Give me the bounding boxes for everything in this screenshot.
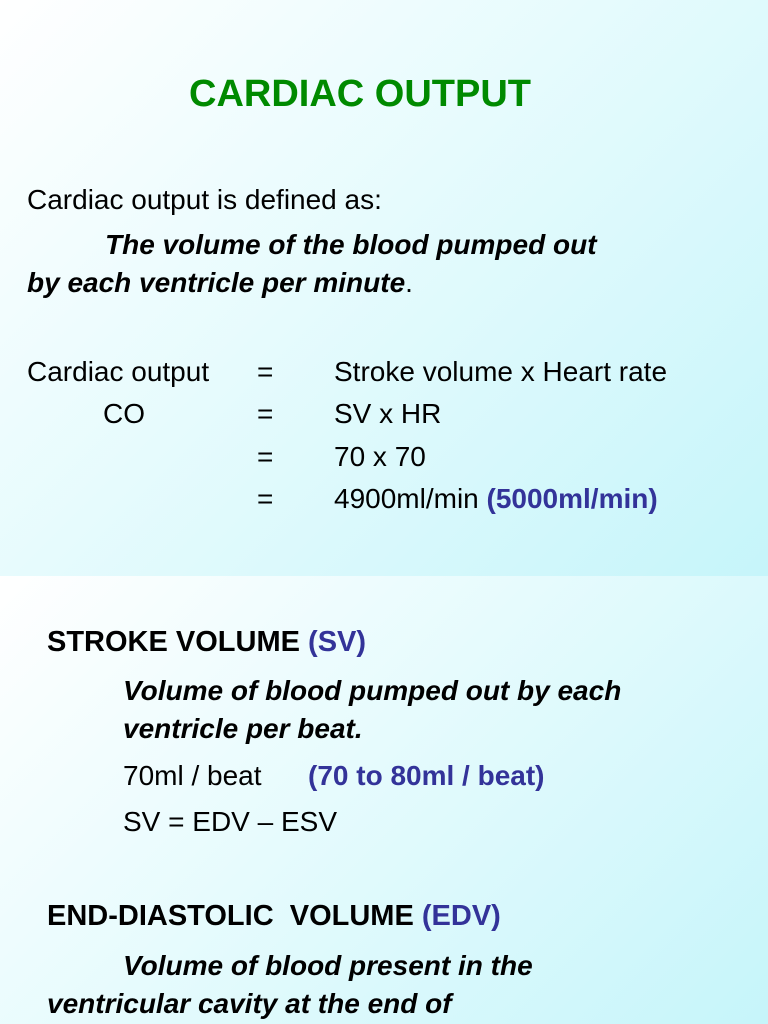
equation-result: 4900ml/min [334, 483, 479, 514]
equation-right-2: SV x HR [334, 398, 442, 429]
equation-equals-2: = [257, 398, 274, 429]
edv-def-line-1: Volume of blood present in the [123, 950, 533, 981]
equation-right-3: 70 x 70 [334, 441, 426, 472]
equation-equals-1: = [257, 356, 274, 387]
edv-heading-text: END-DIASTOLIC VOLUME [47, 900, 414, 932]
stroke-volume-heading [47, 628, 366, 657]
equation-right-4 [334, 485, 658, 513]
definition-line-1: The volume of the blood pumped out [105, 229, 597, 260]
definition-period: . [405, 267, 413, 298]
equation-left-2: CO [103, 398, 145, 429]
equation-left-1: Cardiac output [27, 356, 210, 387]
equation-equals-3: = [257, 441, 274, 472]
edv-heading [47, 902, 501, 931]
stroke-volume-range: (70 to 80ml / beat) [308, 760, 545, 791]
definition-line-2 [27, 269, 413, 297]
stroke-volume-abbr: (SV) [308, 626, 367, 658]
slide-title: CARDIAC OUTPUT [189, 73, 531, 115]
stroke-volume-value: 70ml / beat [123, 760, 262, 791]
equation-right-1: Stroke volume x Heart rate [334, 356, 668, 387]
equation-result-note: (5000ml/min) [486, 483, 658, 514]
stroke-volume-formula: SV = EDV – ESV [123, 806, 337, 837]
stroke-volume-def-line-1: Volume of blood pumped out by each [123, 675, 622, 706]
slide-stroke-volume [0, 576, 768, 1024]
edv-abbr: (EDV) [421, 900, 501, 932]
stroke-volume-heading-text: STROKE VOLUME [47, 626, 300, 658]
definition-intro: Cardiac output is defined as: [27, 184, 382, 215]
edv-def-line-2: ventricular cavity at the end of [47, 988, 452, 1019]
equation-equals-4: = [257, 483, 274, 514]
definition-line-2-text: by each ventricle per minute [27, 267, 406, 298]
stroke-volume-def-line-2: ventricle per beat. [123, 713, 363, 744]
